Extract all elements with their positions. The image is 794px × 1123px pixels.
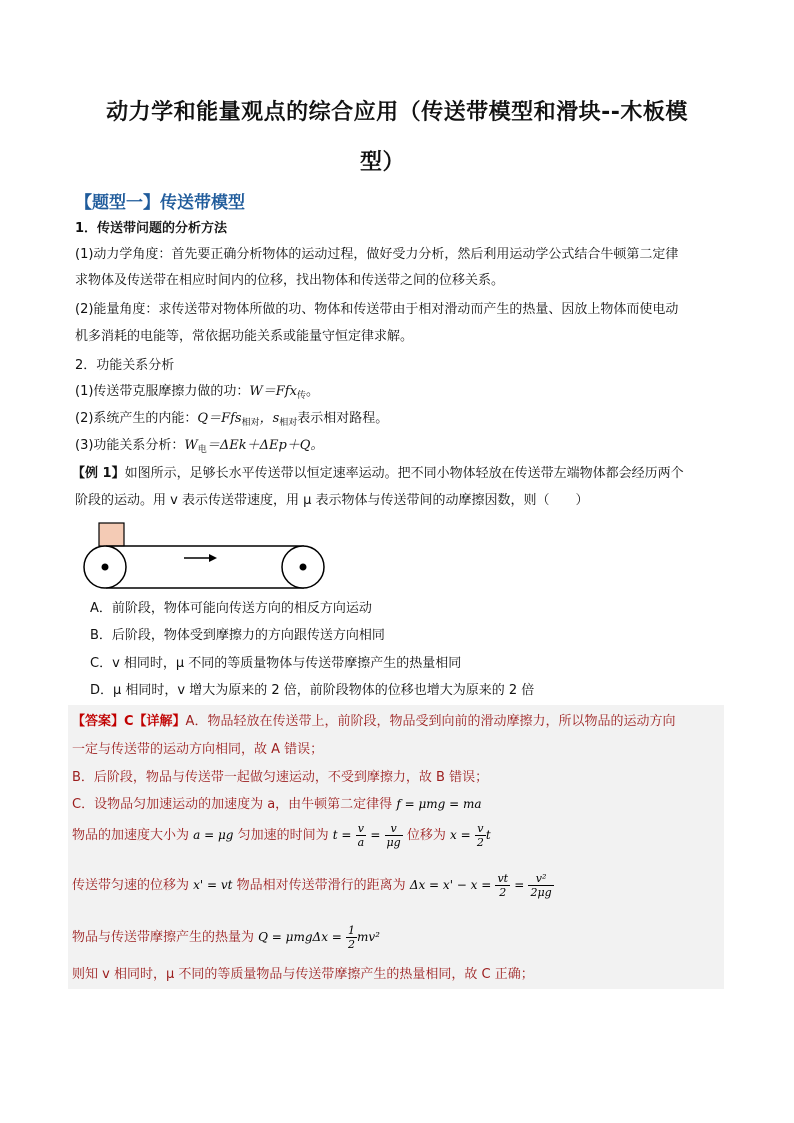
option-c: C．v 相同时，μ 不同的等质量物体与传送带摩擦产生的热量相同 [90,656,462,671]
part1-heading: 1．传送带问题的分析方法 [75,221,228,236]
example-text-line1: 如图所示，足够长水平传送带以恒定速率运动。把不同小物体轻放在传送带左端物体都会经历两个 [124,466,684,481]
part2-l2-formula: Q＝Ffs [197,411,242,426]
final-line: 则知 v 相同时，μ 不同的等质量物品与传送带摩擦产生的热量相同，故 C 正确； [72,967,534,982]
example-tag: 【例 1】 [72,466,125,481]
section-bracket-right: 】 [143,193,160,213]
frac-1-over-2: $\frac{1}{2}$ [347,924,355,951]
frac-v-over-mug: $\frac{v}{\mu g}$ [386,822,401,849]
page-title-line-2: 型） [360,150,406,175]
heat-line [72,924,380,951]
part2-l2-end: 表示相对路程。 [297,411,389,426]
part2-line1 [75,383,319,405]
part1-p2-line1: (2)能量角度：求传送带对物体所做的功、物体和传送带由于相对滑动而产生的热量、因放上物体而使电动 [75,302,679,317]
answer-c-text: C．设物品匀加速运动的加速度为 a，由牛顿第二定律得 [72,797,393,812]
heat-text: 物品与传送带摩擦产生的热量为 [72,930,255,945]
part2-l1-text: (1)传送带克服摩擦力做的功： [75,384,250,399]
answer-c-line [72,793,482,812]
section-name: 传送带模型 [160,193,245,213]
conveyor-belt-diagram [80,520,330,595]
acc-text2: 匀加速的时间为 [237,828,329,843]
acc-formula: a = μg [193,828,234,842]
part2-l2-text: (2)系统产生的内能： [75,411,198,426]
frac-v-over-2: $\frac{v}{2}$ [476,822,484,849]
heat-end: mv² [356,930,380,944]
acc-text3: 位移为 [406,828,446,843]
option-a: A．前阶段，物体可能向传送方向的相反方向运动 [90,601,372,616]
part2-l3-formula2: ＝ΔEk＋ΔEp＋Q。 [206,438,324,453]
option-b: B．后阶段，物体受到摩擦力的方向跟传送方向相同 [90,628,385,643]
option-d: D．μ 相同时，v 增大为原来的 2 倍，前阶段物体的位移也增大为原来的 2 倍 [90,683,535,698]
part2-l2-mid: ，s [259,411,280,426]
acc-t: t = [332,828,352,842]
part2-l2-sub2: 相对 [279,418,298,428]
answer-a-line1: A．物品轻放在传送带上，前阶段，物品受到向前的滑动摩擦力，所以物品的运动方向 [185,714,676,729]
part2-l1-sub: 传 [296,391,306,401]
belt-dx: Δx = x' − x = [409,878,492,892]
belt-text1: 传送带匀速的位移为 [72,878,190,893]
direction-arrow-icon [184,554,217,562]
part2-l2-sub: 相对 [241,418,260,428]
belt-text2: 物品相对传送带滑行的距离为 [236,878,406,893]
part2-l3-sub: 电 [197,445,207,455]
part2-l1-end: 。 [305,384,319,399]
part1-p1-line1: (1)动力学角度：首先要正确分析物体的运动过程，做好受力分析，然后利用运动学公式结合牛顿第二定律 [75,247,679,262]
belt-formula: x' = vt [193,878,233,892]
right-roller-axle [300,564,307,571]
heat-formula: Q = μmgΔx = [258,930,342,944]
part2-l3-formula1: W [184,438,198,453]
part2-l1-formula: W＝Ffx [249,384,297,399]
acc-text1: 物品的加速度大小为 [72,828,190,843]
part2-line3 [75,437,323,459]
frac-v2-over-2mug: $\frac{\text{v²}}{2\mu g}$ [530,872,552,899]
part2-l3-text: (3)功能关系分析： [75,438,185,453]
part2-line2 [75,410,388,432]
belt-displacement-line: 传送带匀速的位移为 x' = vt 物品相对传送带滑行的距离为 Δx = x' − x = $\frac{vt}{2}$ = $\frac{\text{v²}}{2\mu g}$ [72,872,552,899]
part1-p1-line2: 求物体及传送带在相应时间内的位移，找出物体和传送带之间的位移关系。 [75,273,505,288]
frac-vt-over-2: $\frac{vt}{2}$ [497,872,509,899]
answer-a-line2: 一定与传送带的运动方向相同，故 A 错误； [72,742,324,757]
page-title-line-1: 动力学和能量观点的综合应用（传送带模型和滑块--木板模 [106,100,688,125]
answer-tag: 【答案】C【详解】 [72,714,186,729]
frac-v-over-a: $\frac{v}{a}$ [357,822,365,849]
section-label: 题型一 [92,193,143,213]
example-line1 [72,465,684,483]
block-on-belt [99,523,124,546]
answer-b-line: B．后阶段，物品与传送带一起做匀速运动，不受到摩擦力，故 B 错误； [72,770,489,785]
acceleration-line: 物品的加速度大小为 a = μg 匀加速的时间为 t = $\frac{v}{a}$ = $\frac{v}{\mu g}$ 位移为 x = $\frac{v}{2}$ t [72,822,491,849]
part2-heading: 2．功能关系分析 [75,358,175,373]
acc-x: x = [450,828,471,842]
answer-line1 [72,710,675,729]
answer-c-formula: f = μmg = ma [396,797,482,811]
section-heading [75,188,245,213]
part1-p2-line2: 机多消耗的电能等，常依据功能关系或能量守恒定律求解。 [75,329,414,344]
section-bracket-left: 【 [75,193,92,213]
left-roller-axle [102,564,109,571]
example-line2: 阶段的运动。用 v 表示传送带速度，用 μ 表示物体与传送带间的动摩擦因数，则（ ） [75,493,589,508]
